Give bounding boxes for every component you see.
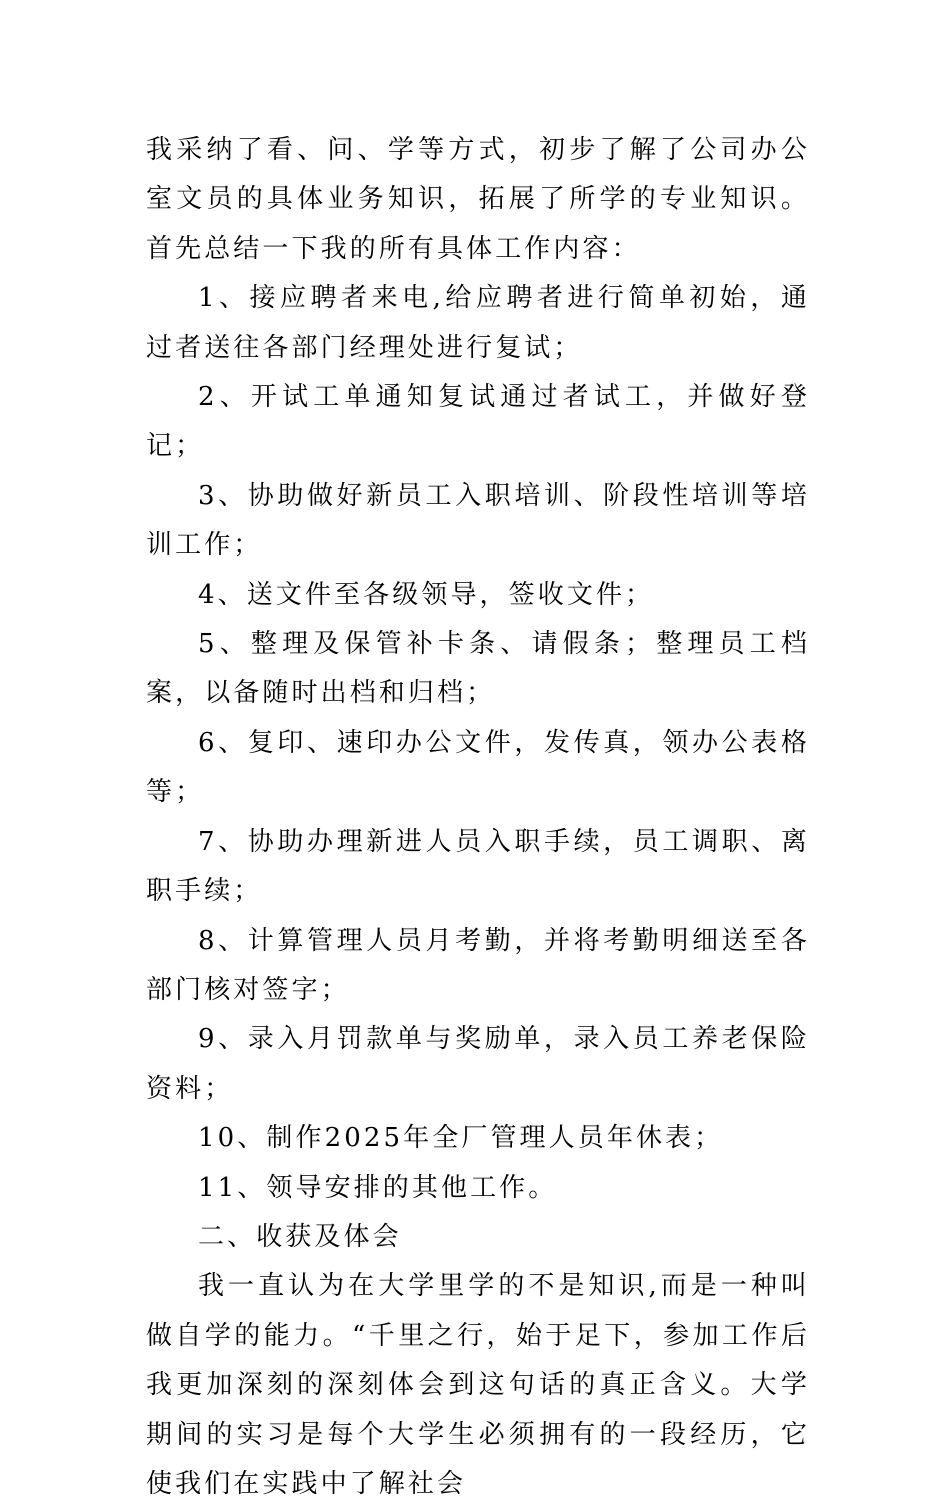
paragraph-intro: 我采纳了看、问、学等方式，初步了解了公司办公室文员的具体业务知识，拓展了所学的专业知识。首先总结一下我的所有具体工作内容： [146, 135, 810, 264]
list-item: 9、录入月罚款单与奖励单，录入员工养老保险资料； [146, 1024, 810, 1104]
list-item: 7、协助办理新进人员入职手续，员工调职、离职手续； [146, 826, 810, 907]
list-item: 11、领导安排的其他工作。 [198, 1172, 558, 1203]
list-item: 8、计算管理人员月考勤，并将考勤明细送至各部门核对签字； [146, 925, 810, 1005]
list-item: 4、送文件至各级领导，签收文件； [198, 579, 655, 610]
list-item: 5、整理及保管补卡条、请假条；整理员工档案，以备随时出档和归档； [146, 629, 810, 709]
list-item: 1、接应聘者来电,给应聘者进行简单初始，通过者送往各部门经理处进行复试； [146, 283, 810, 363]
paragraph-body: 我一直认为在大学里学的不是知识,而是一种叫做自学的能力。“千里之行，始于足下，参加工作后我更加深刻的深刻体会到这句话的真正含义。大学期间的实习是每个大学生必须拥有的一段经历，它使我们在实践中了解社会 [146, 1271, 810, 1499]
list-item: 10、制作2025年全厂管理人员年休表； [198, 1123, 724, 1154]
list-item: 6、复印、速印办公文件，发传真，领办公表格等； [146, 727, 810, 808]
list-item: 3、协助做好新员工入职培训、阶段性培训等培训工作； [146, 480, 810, 561]
list-item: 2、开试工单通知复试通过者试工，并做好登记； [146, 382, 810, 462]
section-heading: 二、收获及体会 [198, 1221, 402, 1252]
document-body [146, 126, 810, 1509]
